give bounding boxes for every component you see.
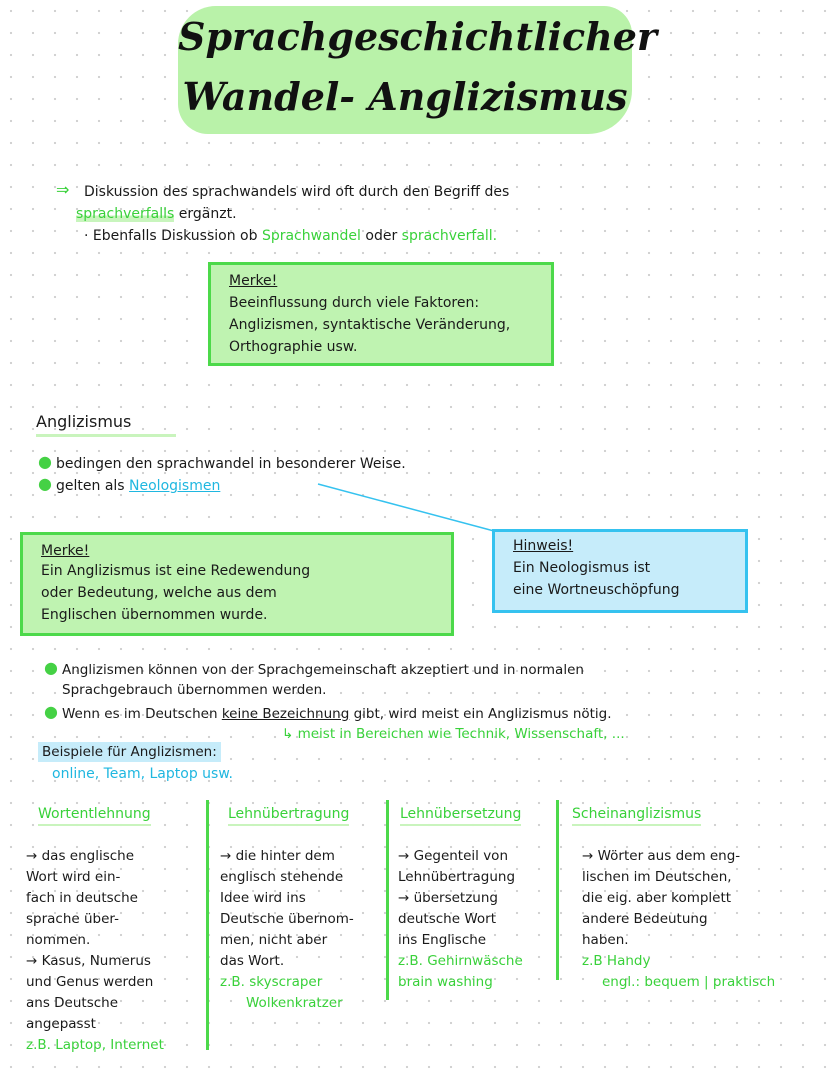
merke-2-line-1: Ein Anglizismus ist eine Redewendung [41,563,311,579]
column-line: → das englische [26,848,135,864]
intro-arrow-icon: ⇒ [56,180,70,199]
column-line: haben. [582,932,629,948]
page-title-line-1: Sprachgeschichtlicher [178,14,657,59]
column-line: → Wörter aus dem eng- [582,848,741,864]
column-3-example-1: z.B. Gehirnwäsche [398,953,523,969]
merke-2-line-3: Englischen übernommen wurde. [41,607,268,623]
column-line: → übersetzung [398,890,498,906]
bullet-2-line-2: Sprachgebrauch übernommen werden. [62,682,327,698]
column-1-text [26,846,164,1056]
column-line: Lehnübertragung [398,869,516,885]
column-line: fach in deutsche [26,890,138,906]
column-line: → Gegenteil von [398,848,508,864]
column-2-example-2: Wolkenkratzer [246,995,343,1011]
column-line: und Genus werden [26,974,154,990]
anglizismus-bullet-2-prefix: gelten als [56,478,125,494]
column-line: die eig. aber komplett [582,890,732,906]
column-3-heading: Lehnübersetzung [400,806,521,826]
bullet-3-underlined: keine Bezeichnung [221,706,350,722]
hinweis-box [492,529,748,613]
column-divider [206,800,209,1050]
column-line: men, nicht aber [220,932,328,948]
column-line: → Kasus, Numerus [26,953,151,969]
column-line: englisch stehende [220,869,344,885]
column-divider [386,800,389,1000]
bullet-icon: ● [38,452,52,471]
term-sprachwandel: Sprachwandel [261,228,361,244]
term-sprachverfall-2: sprachverfall. [401,228,498,244]
column-line: andere Bedeutung [582,911,708,927]
column-line: angepasst [26,1016,96,1032]
column-line: nommen. [26,932,91,948]
column-4-example-2: engl.: bequem | praktisch [602,974,776,990]
hinweis-line-2: eine Wortneuschöpfung [513,582,680,598]
anglizismus-heading: Anglizismus [36,412,176,437]
intro-line-2-rest: ergänzt. [178,206,237,222]
column-4-text [582,846,775,993]
bullet-icon: ● [44,658,58,677]
intro-line-1: Diskussion des sprachwandels wird oft durch den Begriff des [84,184,510,200]
bullet-icon: ● [38,474,52,493]
column-line: ins Englische [398,932,487,948]
anglizismus-bullet-1: bedingen den sprachwandel in besonderer Weise. [56,456,406,472]
hinweis-heading: Hinweis! [513,538,574,554]
page-title-line-2: Wandel- Anglizismus [182,74,628,119]
column-line: das Wort. [220,953,285,969]
intro-line-3-mid: oder [365,228,398,244]
column-4-heading: Scheinanglizismus [572,806,701,826]
column-line: deutsche Wort [398,911,496,927]
merke-box-2 [20,532,454,636]
column-1-heading: Wortentlehnung [38,806,151,826]
column-1-example: z.B. Laptop, Internet [26,1037,164,1053]
column-line: Deutsche übernom- [220,911,354,927]
bullet-2-line-1: Anglizismen können von der Sprachgemeinschaft akzeptiert und in normalen [62,662,584,678]
neologismen-link: Neologismen [129,478,221,494]
bullet-3-note: ↳ meist in Bereichen wie Technik, Wissenschaft, ... [282,726,625,742]
column-line: Wort wird ein- [26,869,121,885]
column-line: → die hinter dem [220,848,335,864]
column-2-text [220,846,354,1014]
term-sprachverfall: sprachverfalls [76,206,175,222]
column-line: ans Deutsche [26,995,119,1011]
column-3-example-2: brain washing [398,974,493,990]
column-line: sprache über- [26,911,119,927]
intro-line-3-prefix: · Ebenfalls Diskussion ob [84,228,258,244]
column-divider [556,800,559,980]
bullet-3-prefix: Wenn es im Deutschen [62,706,218,722]
merke-1-line-2: Anglizismen, syntaktische Veränderung, [229,317,511,333]
merke-2-heading: Merke! [41,543,90,559]
column-line: Idee wird ins [220,890,306,906]
column-3-text [398,846,523,993]
merke-1-line-3: Orthographie usw. [229,339,358,355]
column-2-example-1: z.B. skyscraper [220,974,323,990]
hinweis-line-1: Ein Neologismus ist [513,560,651,576]
column-line: lischen im Deutschen, [582,869,732,885]
bullet-3-line [62,704,612,724]
beispiele-heading: Beispiele für Anglizismen: [38,742,221,762]
beispiele-list: online, Team, Laptop usw. [52,766,233,782]
merke-2-line-2: oder Bedeutung, welche aus dem [41,585,277,601]
merke-1-line-1: Beeinflussung durch viele Faktoren: [229,295,480,311]
merke-1-heading: Merke! [229,273,278,289]
column-2-heading: Lehnübertragung [228,806,349,826]
column-4-example-1: z.B Handy [582,953,651,969]
bullet-3-rest: gibt, wird meist ein Anglizismus nötig. [353,706,612,722]
bullet-icon: ● [44,702,58,721]
